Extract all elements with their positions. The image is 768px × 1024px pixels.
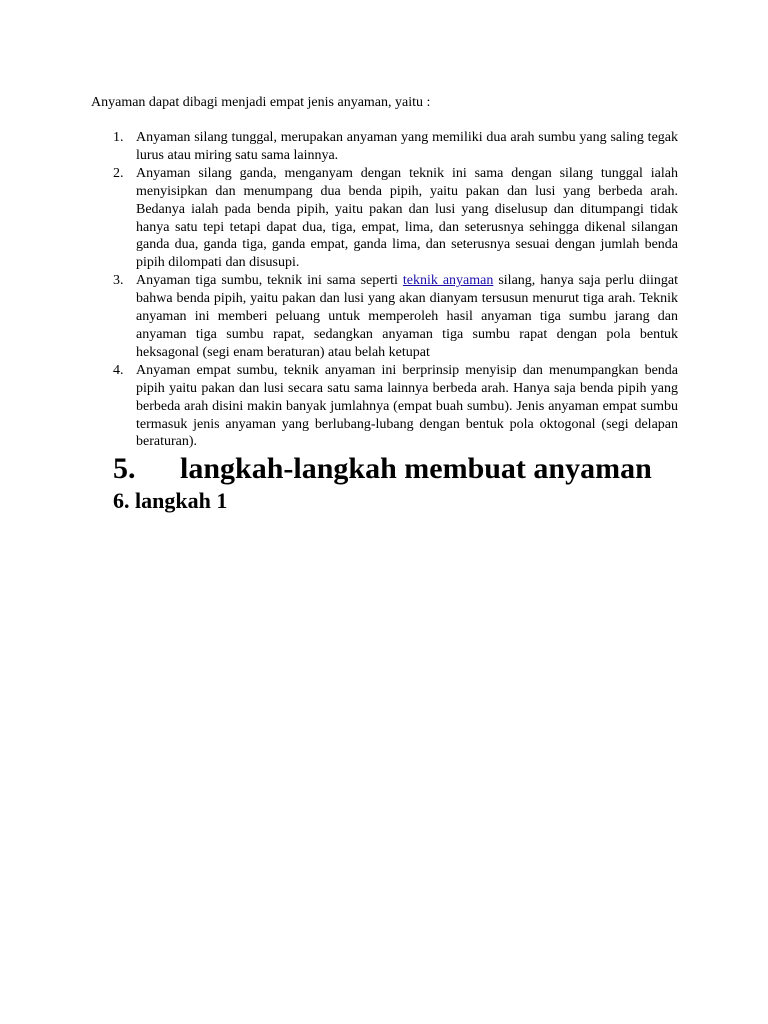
teknik-anyaman-link[interactable]: teknik anyaman [402,273,494,289]
list-item-text: Anyaman silang ganda, menganyam dengan teknik ini sama dengan silang tunggal ialah menyisipkan dan menumpang dua benda pipih, yaitu pakan dan lusi yang berbeda arah. Bedanya ialah pada benda pipih, yaitu pakan dan lusi yang diselusup dan ditumpangi tidak hanya satu tepi tetapi dapat dua, tiga, empat, lima, dan seterusnya sehingga dikenal silangan ganda dua, ganda tiga, ganda empat, ganda lima, dan seterusnya sesuai dengan jumlah benda pipih dilompati dan disusupi. [136,165,678,271]
list-number: 1. [113,130,124,145]
list-item-text-after-link: silang, hanya saja perlu diingat bahwa benda pipih, yaitu pakan dan lusi yang akan dianyam tersusun menurut tiga arah. Teknik anyaman ini memberi peluang untuk memperoleh hasil anyaman tiga sumbu jarang dan anyaman tiga sumbu rapat, sedangkan anyaman tiga sumbu rapat dengan pola bentuk heksagonal (segi enam beraturan) atau belah ketupat [136,273,678,360]
list-item [113,165,678,272]
list-number: 4. [113,362,124,378]
section-heading-6: 6. langkah 1 [113,488,228,513]
list-item-text-before-link: Anyaman tiga sumbu, teknik ini sama seperti [136,273,403,289]
list-item [113,272,678,362]
list-item-text [136,272,678,362]
list-number: 3. [113,273,124,289]
list-item [113,129,678,165]
section-heading-5 [113,449,713,489]
heading-number: 5. [113,452,136,485]
list-number: 2. [113,165,124,181]
list-item-text: Anyaman empat sumbu, teknik anyaman ini berprinsip menyisip dan menumpangkan benda pipih yaitu pakan dan lusi secara satu sama lainnya berbeda arah. Hanya saja benda pipih yang berbeda arah disini makin banyak jumlahnya (empat buah sumbu). Jenis anyaman empat sumbu termasuk jenis anyaman yang berlubang-lubang dengan bentuk pola oktogonal (segi delapan beraturan). [136,362,678,450]
anyaman-types-list [113,129,678,451]
heading-text: langkah-langkah membuat anyaman [180,452,652,485]
intro-paragraph: Anyaman dapat dibagi menjadi empat jenis anyaman, yaitu : [91,95,431,110]
list-item [113,362,678,452]
list-item-text: Anyaman silang tunggal, merupakan anyaman yang memiliki dua arah sumbu yang saling tegak lurus atau miring satu sama lainnya. [136,130,678,163]
